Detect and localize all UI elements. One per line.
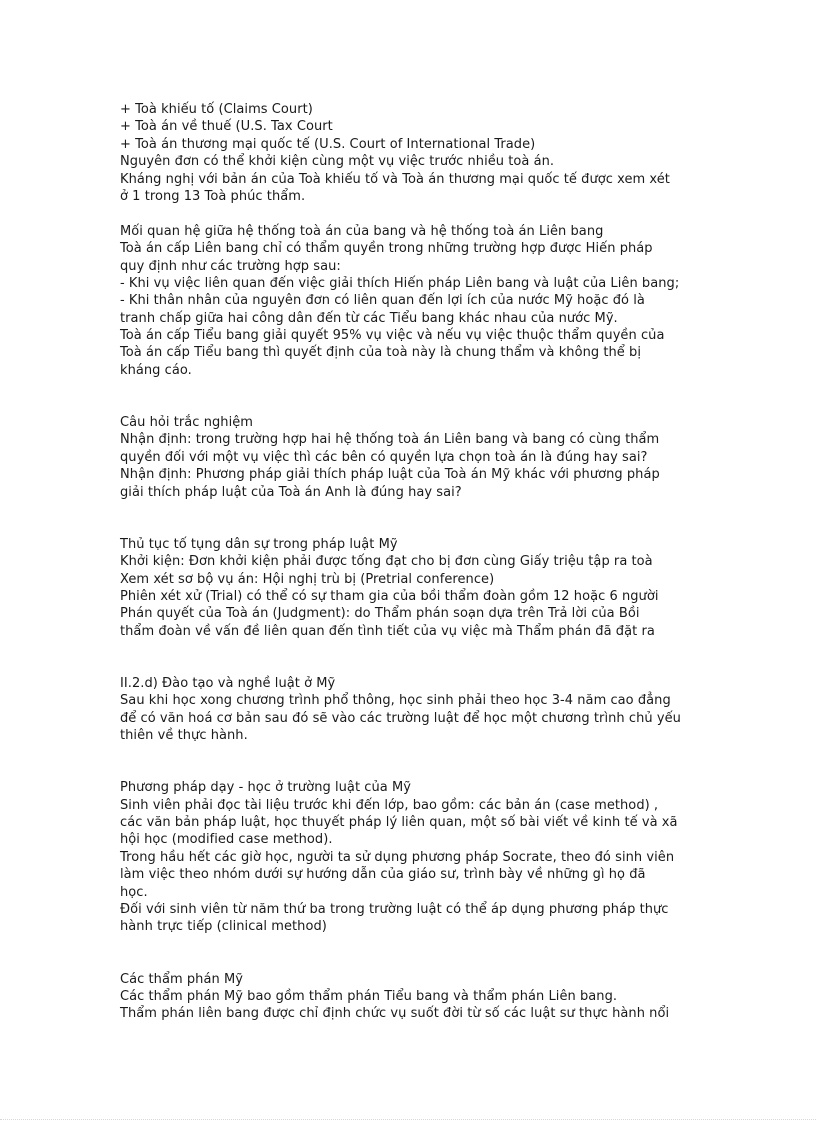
text-line: Thẩm phán liên bang được chỉ định chức vụ suốt đời từ số các luật sư thực hành nổi <box>120 1006 670 1022</box>
text-line: Nhận định: Phương pháp giải thích pháp luật của Toà án Mỹ khác với phương pháp <box>120 467 660 483</box>
text-line: Kháng nghị với bản án của Toà khiếu tố và Toà án thương mại quốc tế được xem xét <box>120 171 670 187</box>
text-line: các văn bản pháp luật, học thuyết pháp lý liên quan, một số bài viết về kinh tế và xã <box>120 815 678 831</box>
text-line: làm việc theo nhóm dưới sự hướng dẫn của giáo sư, trình bày về những gì họ đã <box>120 867 646 883</box>
text-line: thẩm đoàn về vấn đề liên quan đến tình tiết của vụ việc mà Thẩm phán đã đặt ra <box>120 623 655 639</box>
section-heading: II.2.d) Đào tạo và nghề luật ở Mỹ <box>120 675 336 691</box>
section-heading: Thủ tục tố tụng dân sự trong pháp luật Mỹ <box>120 536 398 552</box>
text-line: + Toà án thương mại quốc tế (U.S. Court of International Trade) <box>120 136 536 152</box>
text-line: Sinh viên phải đọc tài liệu trước khi đến lớp, bao gồm: các bản án (case method) , <box>120 797 659 813</box>
text-line: thiên về thực hành. <box>120 728 248 744</box>
section-court-relationship <box>120 223 720 380</box>
blank-line <box>120 762 720 779</box>
text-line: Phán quyết của Toà án (Judgment): do Thẩm phán soạn dựa trên Trả lời của Bồi <box>120 606 640 622</box>
blank-line <box>120 397 720 414</box>
section-special-courts <box>120 101 720 205</box>
text-line: Phiên xét xử (Trial) có thể có sự tham gia của bồi thẩm đoàn gồm 12 hoặc 6 người <box>120 588 659 604</box>
text-line: kháng cáo. <box>120 362 192 378</box>
text-line: + Toà án về thuế (U.S. Tax Court <box>120 119 333 135</box>
text-line: Khởi kiện: Đơn khởi kiện phải được tống đạt cho bị đơn cùng Giấy triệu tập ra toà <box>120 554 653 570</box>
section-teaching-methods <box>120 779 720 936</box>
document-body <box>120 101 720 1023</box>
text-line: Toà án cấp Tiểu bang thì quyết định của toà này là chung thẩm và không thể bị <box>120 345 641 361</box>
blank-line <box>120 518 720 535</box>
section-questions <box>120 414 720 501</box>
page-bottom-divider <box>0 1119 816 1120</box>
blank-line <box>120 501 720 518</box>
blank-line <box>120 640 720 657</box>
text-line: + Toà khiếu tố (Claims Court) <box>120 102 313 117</box>
section-civil-procedure <box>120 536 720 640</box>
blank-line <box>120 205 720 222</box>
section-heading: Mối quan hệ giữa hệ thống toà án của bang và hệ thống toà án Liên bang <box>120 223 604 239</box>
text-line: Nhận định: trong trường hợp hai hệ thống toà án Liên bang và bang có cùng thẩm <box>120 432 660 448</box>
text-line: Toà án cấp Tiểu bang giải quyết 95% vụ việc và nếu vụ việc thuộc thẩm quyền của <box>120 328 665 344</box>
text-line: Nguyên đơn có thể khởi kiện cùng một vụ việc trước nhiều toà án. <box>120 154 555 170</box>
text-line: - Khi thân nhân của nguyên đơn có liên quan đến lợi ích của nước Mỹ hoặc đó là <box>120 293 645 309</box>
text-line: Các thẩm phán Mỹ bao gồm thẩm phán Tiểu bang và thẩm phán Liên bang. <box>120 988 618 1004</box>
blank-line <box>120 379 720 396</box>
section-heading: Câu hỏi trắc nghiệm <box>120 415 253 431</box>
text-line: tranh chấp giữa hai công dân đến từ các Tiểu bang khác nhau của nước Mỹ. <box>120 310 618 326</box>
blank-line <box>120 953 720 970</box>
text-line: hội học (modified case method). <box>120 832 333 848</box>
text-line: Sau khi học xong chương trình phổ thông, học sinh phải theo học 3-4 năm cao đẳng <box>120 693 671 709</box>
text-line: học. <box>120 884 148 900</box>
section-judges <box>120 971 720 1023</box>
text-line: quy định như các trường hợp sau: <box>120 258 341 274</box>
text-line: hành trực tiếp (clinical method) <box>120 919 327 935</box>
text-line: Toà án cấp Liên bang chỉ có thẩm quyền trong những trường hợp được Hiến pháp <box>120 241 653 257</box>
blank-line <box>120 658 720 675</box>
text-line: ở 1 trong 13 Toà phúc thẩm. <box>120 188 306 204</box>
section-legal-education <box>120 675 720 745</box>
text-line: quyền đối với một vụ việc thì các bên có quyền lựa chọn toà án là đúng hay sai? <box>120 449 648 465</box>
text-line: Trong hầu hết các giờ học, người ta sử dụng phương pháp Socrate, theo đó sinh viên <box>120 849 675 865</box>
text-line: Xem xét sơ bộ vụ án: Hội nghị trù bị (Pretrial conference) <box>120 571 495 587</box>
text-line: Đối với sinh viên từ năm thứ ba trong trường luật có thể áp dụng phương pháp thực <box>120 901 669 917</box>
blank-line <box>120 744 720 761</box>
section-heading: Các thẩm phán Mỹ <box>120 971 243 987</box>
text-line: giải thích pháp luật của Toà án Anh là đúng hay sai? <box>120 484 462 500</box>
section-heading: Phương pháp dạy - học ở trường luật của Mỹ <box>120 780 411 796</box>
text-line: để có văn hoá cơ bản sau đó sẽ vào các trường luật để học một chương trình chủ yếu <box>120 710 681 726</box>
blank-line <box>120 936 720 953</box>
text-line: - Khi vụ việc liên quan đến việc giải thích Hiến pháp Liên bang và luật của Liên bang; <box>120 275 680 291</box>
